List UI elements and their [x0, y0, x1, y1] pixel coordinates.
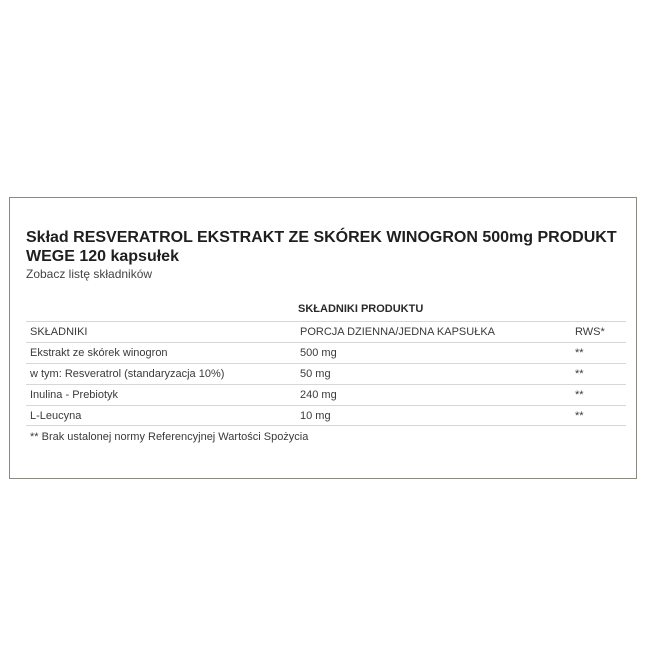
ingredients-list-link[interactable]: Zobacz listę składników — [26, 267, 153, 281]
table-header-row — [26, 321, 626, 342]
ingredient-name: Inulina - Prebiotyk — [30, 389, 119, 401]
product-title: Skład RESVERATROL EKSTRAKT ZE SKÓREK WINOGRON 500mg PRODUKT WEGE 120 kapsułek — [26, 229, 617, 265]
ingredient-name: L-Leucyna — [30, 410, 82, 422]
table-footnote: ** Brak ustalonej normy Referencyjnej Wartości Spożycia — [30, 431, 309, 443]
table-row — [26, 342, 626, 363]
column-header-daily-portion: PORCJA DZIENNA/JEDNA KAPSUŁKA — [300, 326, 495, 338]
table-row — [26, 384, 626, 405]
ingredient-rws: ** — [575, 347, 584, 359]
product-composition-card — [9, 197, 637, 479]
ingredient-rws: ** — [575, 410, 584, 422]
column-header-rws: RWS* — [575, 326, 605, 338]
ingredient-amount: 500 mg — [300, 347, 337, 359]
ingredient-name: Ekstrakt ze skórek winogron — [30, 347, 168, 359]
table-row — [26, 363, 626, 384]
ingredient-rws: ** — [575, 368, 584, 380]
ingredient-amount: 240 mg — [300, 389, 337, 401]
ingredient-amount: 50 mg — [300, 368, 331, 380]
ingredient-rws: ** — [575, 389, 584, 401]
ingredients-table — [26, 298, 626, 448]
column-header-ingredients: SKŁADNIKI — [30, 326, 88, 338]
ingredient-name: w tym: Resveratrol (standaryzacja 10%) — [30, 368, 225, 380]
ingredient-amount: 10 mg — [300, 410, 331, 422]
table-caption: SKŁADNIKI PRODUKTU — [298, 303, 424, 315]
table-row — [26, 405, 626, 426]
